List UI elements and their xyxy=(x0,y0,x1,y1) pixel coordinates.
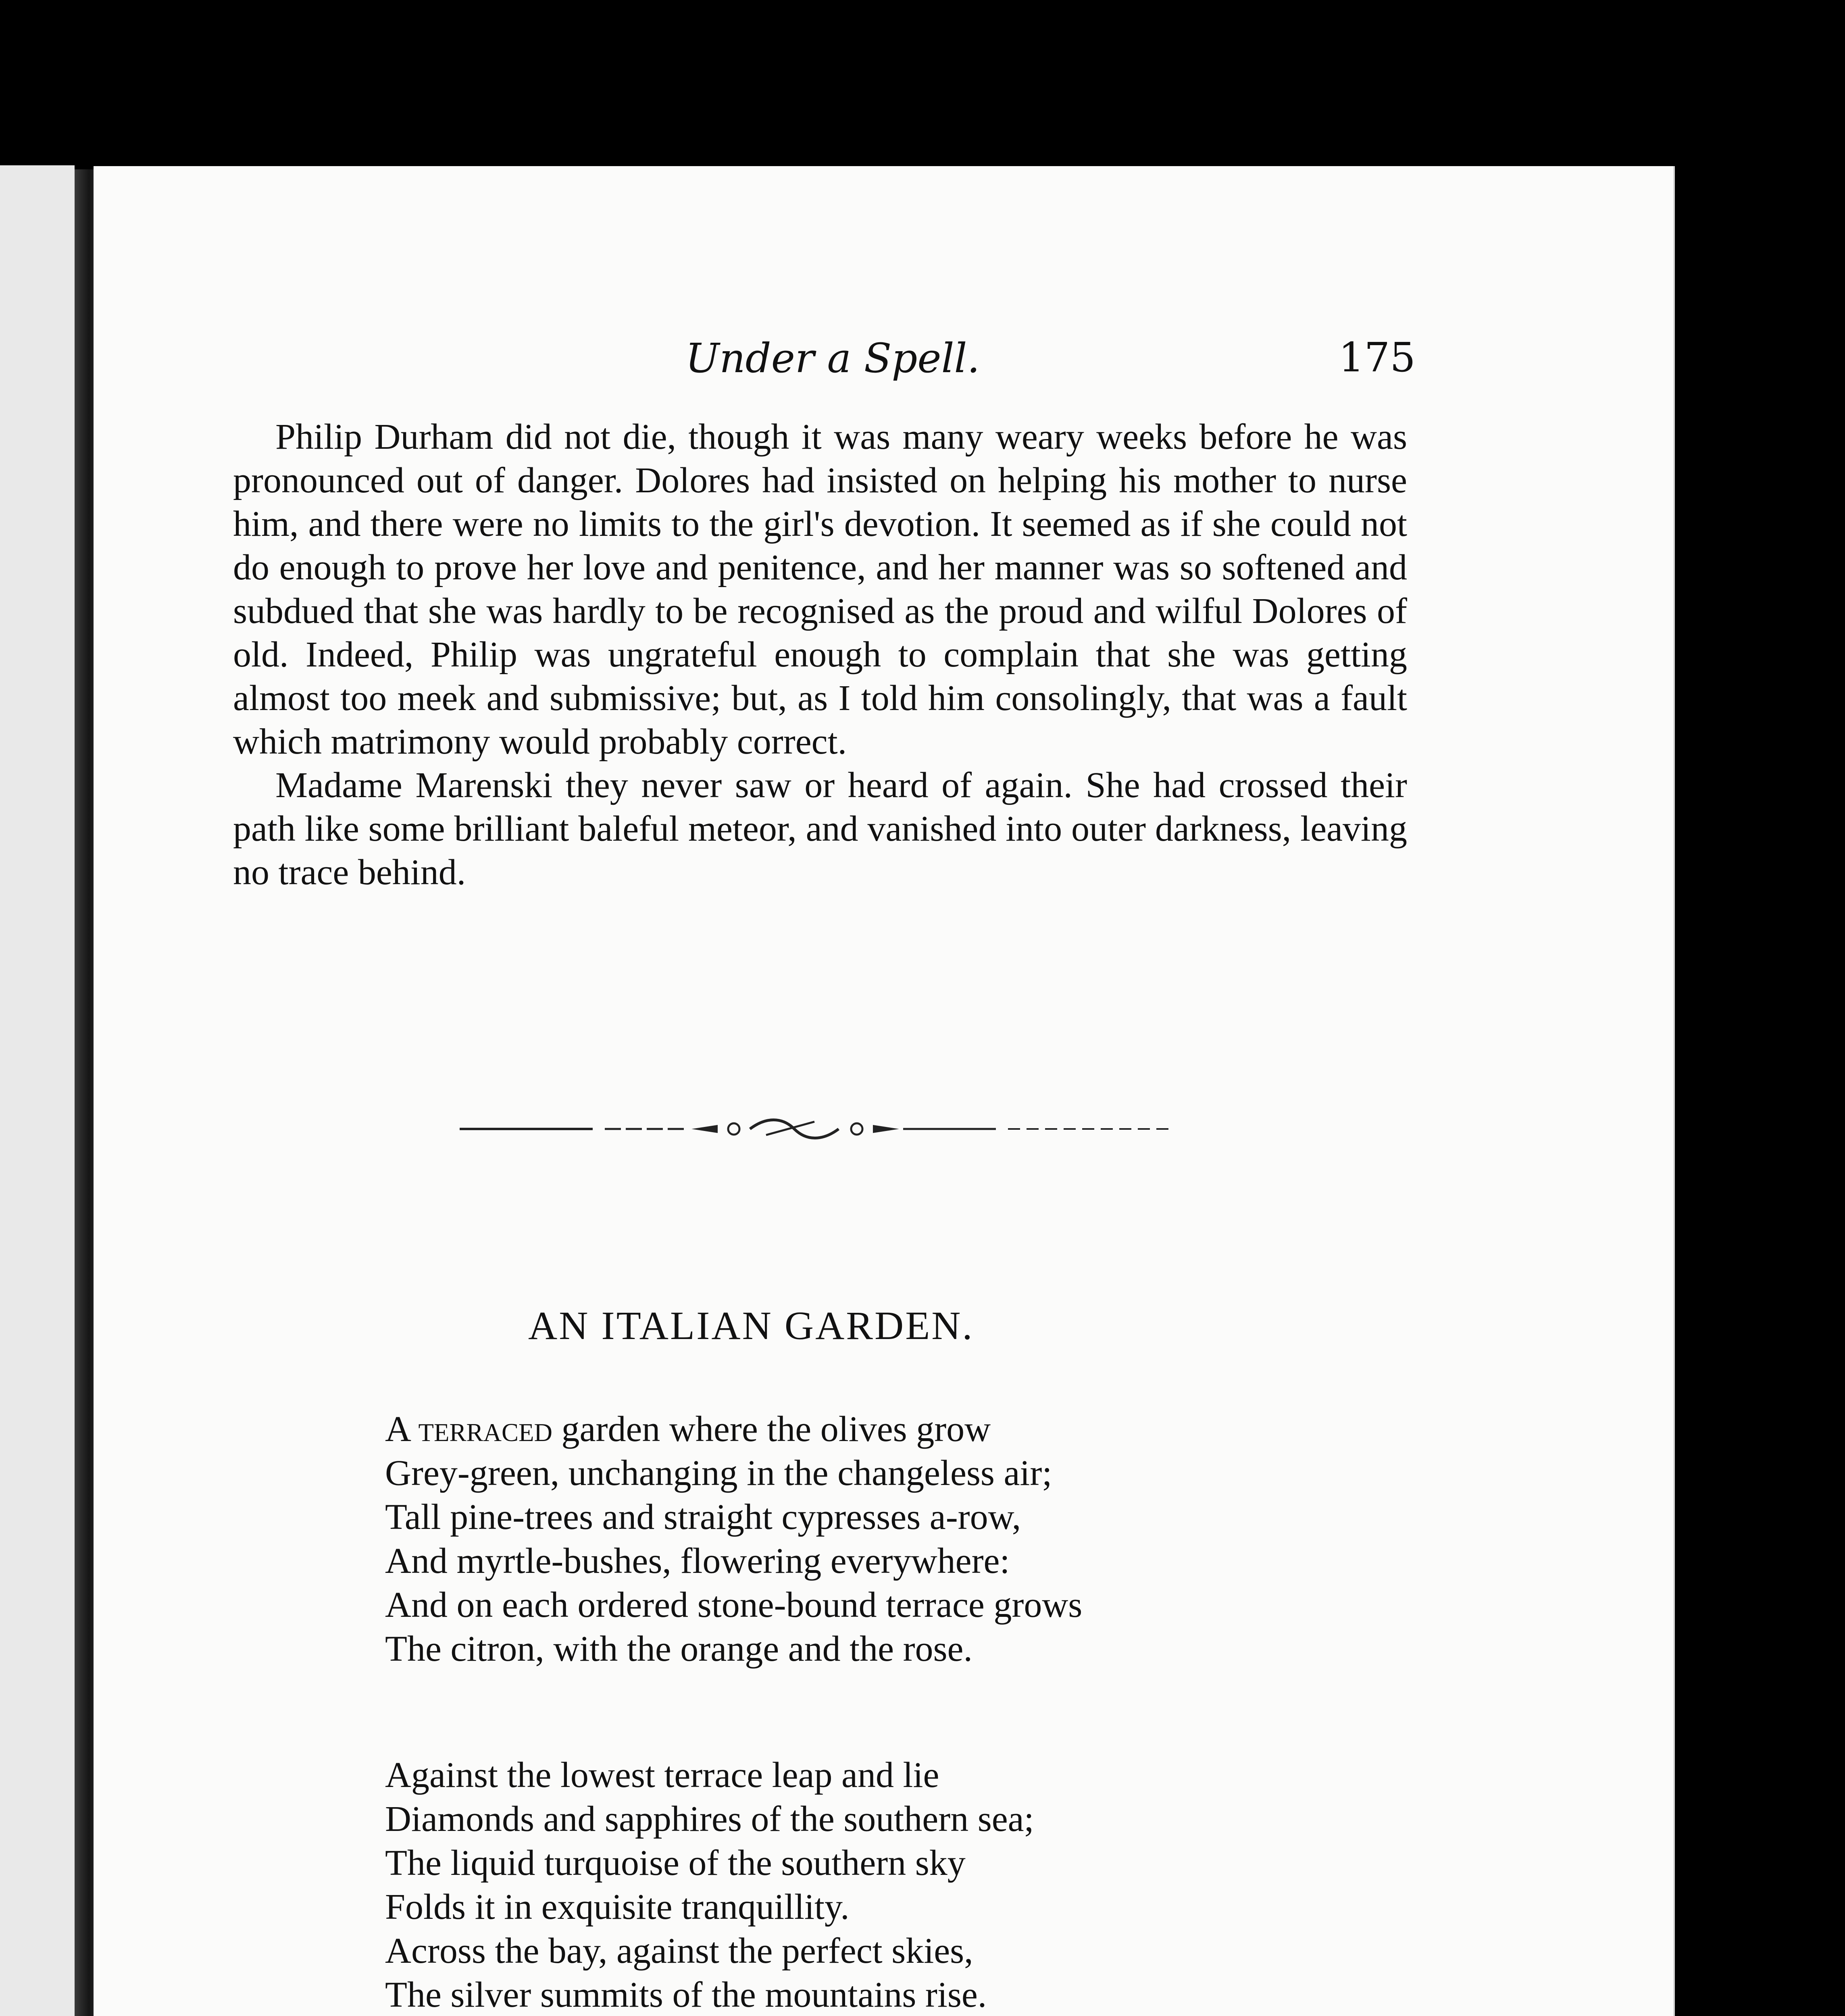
stanza-2 xyxy=(385,1753,1082,2016)
poem-line: The silver summits of the mountains rise. xyxy=(385,1975,987,2015)
stanza-1 xyxy=(385,1407,1082,1671)
poem-body xyxy=(385,1407,1082,2016)
prose-block xyxy=(233,415,1407,894)
prose-paragraph: Philip Durham did not die, though it was many weary weeks before he was pronounced out of danger. Dolores had insisted on helping his mother to nurse him, and there were no limits to the girl's devotion. It seemed as if she could not do enough to prove her love and penitence, and her manner was so softened and subdued that she was hardly to be recognised as the proud and wilful Dolores of old. Indeed, Philip was ungrateful enough to complain that she was getting almost too meek and submissive; but, as I told him consolingly, that was a fault which matrimony would probably correct. xyxy=(233,417,1407,762)
poem-title: AN ITALIAN GARDEN. xyxy=(528,1303,974,1348)
poem-line: Across the bay, against the perfect skies, xyxy=(385,1931,973,1971)
poem-line: The liquid turquoise of the southern sky xyxy=(385,1843,966,1883)
running-head: Under a Spell. xyxy=(685,335,980,382)
poem-line: Diamonds and sapphires of the southern sea; xyxy=(385,1799,1034,1839)
poem-line xyxy=(385,1407,1082,1451)
poem-line: And on each ordered stone-bound terrace grows xyxy=(385,1585,1083,1625)
poem-line: And myrtle-bushes, flowering everywhere: xyxy=(385,1541,1010,1581)
page-number: 175 xyxy=(1339,334,1416,381)
poem-line-rest: garden where the olives grow xyxy=(552,1409,991,1449)
poem-line: Grey-green, unchanging in the changeless air; xyxy=(385,1453,1052,1493)
poem-small-caps-word: terraced xyxy=(418,1409,553,1449)
prose-paragraph: Madame Marenski they never saw or heard of again. She had crossed their path like some brilliant baleful meteor, and vanished into outer darkness, leaving no trace behind. xyxy=(233,765,1407,892)
poem-line: Tall pine-trees and straight cypresses a-row, xyxy=(385,1497,1021,1537)
poem-line: Against the lowest terrace leap and lie xyxy=(385,1755,939,1795)
poem-line: The citron, with the orange and the rose. xyxy=(385,1629,973,1669)
section-divider-ornament xyxy=(460,1117,1169,1141)
poem-first-word: A xyxy=(385,1409,410,1449)
poem-line: Folds it in exquisite tranquillity. xyxy=(385,1887,850,1927)
facing-page-edge xyxy=(0,165,75,2016)
